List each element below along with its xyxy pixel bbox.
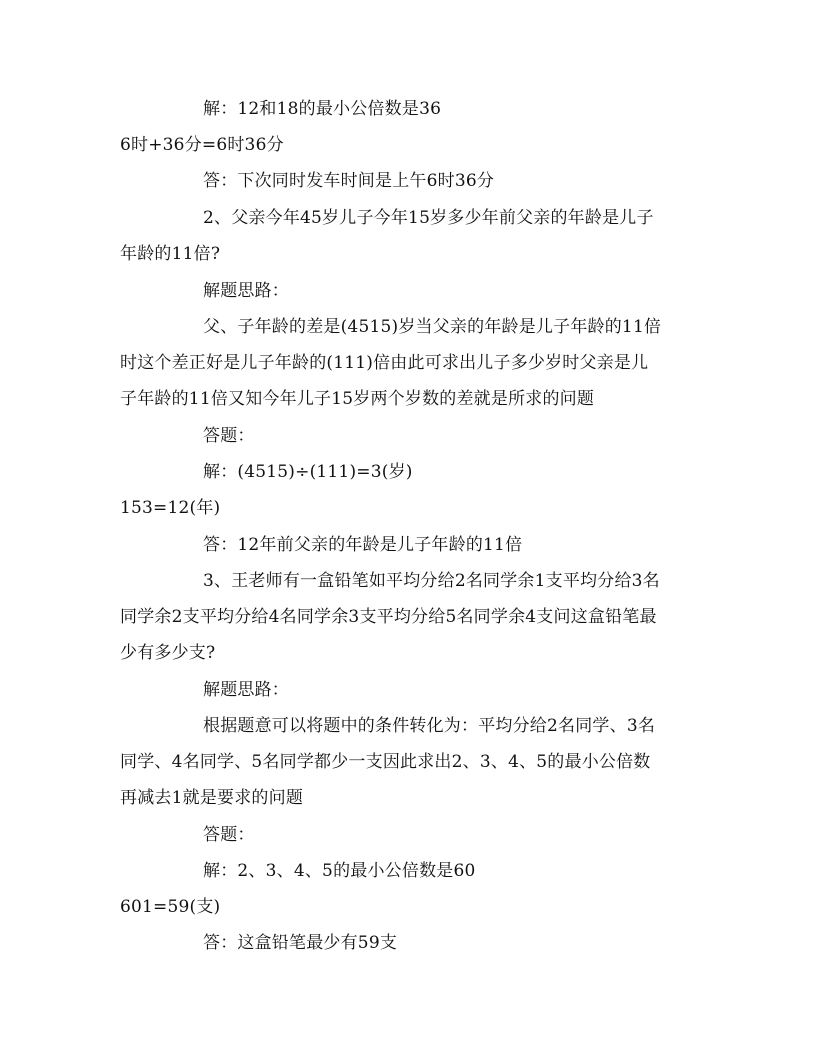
answer-line-departure: 答：下次同时发车时间是上午6时36分 bbox=[203, 171, 495, 191]
approach-3-line-1: 根据题意可以将题中的条件转化为：平均分给2名同学、3名 bbox=[203, 716, 656, 736]
heading-approach-3: 解题思路： bbox=[203, 680, 289, 700]
approach-2-line-2: 时这个差正好是儿子年龄的(111)倍由此可求出儿子多少岁时父亲是儿 bbox=[120, 353, 649, 373]
heading-answer-3: 答题： bbox=[203, 825, 255, 845]
problem-3-line-3: 少有多少支? bbox=[120, 643, 216, 663]
heading-approach: 解题思路： bbox=[203, 281, 289, 301]
heading-answer: 答题： bbox=[203, 426, 255, 446]
answer-2-line: 答：12年前父亲的年龄是儿子年龄的11倍 bbox=[203, 535, 523, 555]
solution-2-line-1: 解：(4515)÷(111)=3(岁) bbox=[203, 462, 413, 482]
solution-3-line-1: 解：2、3、4、5的最小公倍数是60 bbox=[203, 861, 476, 881]
solution-line-lcm: 解：12和18的最小公倍数是36 bbox=[203, 99, 442, 119]
approach-3-line-3: 再减去1就是要求的问题 bbox=[120, 788, 304, 808]
problem-2-line-2: 年龄的11倍? bbox=[120, 244, 221, 264]
approach-3-line-2: 同学、4名同学、5名同学都少一支因此求出2、3、4、5的最小公倍数 bbox=[120, 752, 651, 772]
approach-2-line-3: 子年龄的11倍又知今年儿子15岁两个岁数的差就是所求的问题 bbox=[120, 389, 595, 409]
problem-3-line-2: 同学余2支平均分给4名同学余3支平均分给5名同学余4支问这盒铅笔最 bbox=[120, 607, 657, 627]
solution-3-line-2: 601=59(支) bbox=[120, 897, 221, 917]
problem-3-line-1: 3、王老师有一盒铅笔如平均分给2名同学余1支平均分给3名 bbox=[203, 571, 660, 591]
problem-2-line-1: 2、父亲今年45岁儿子今年15岁多少年前父亲的年龄是儿子 bbox=[203, 208, 654, 228]
answer-3-line: 答：这盒铅笔最少有59支 bbox=[203, 933, 398, 953]
solution-2-line-2: 153=12(年) bbox=[120, 498, 221, 518]
calc-line-time: 6时+36分=6时36分 bbox=[120, 135, 284, 155]
approach-2-line-1: 父、子年龄的差是(4515)岁当父亲的年龄是儿子年龄的11倍 bbox=[203, 317, 662, 337]
